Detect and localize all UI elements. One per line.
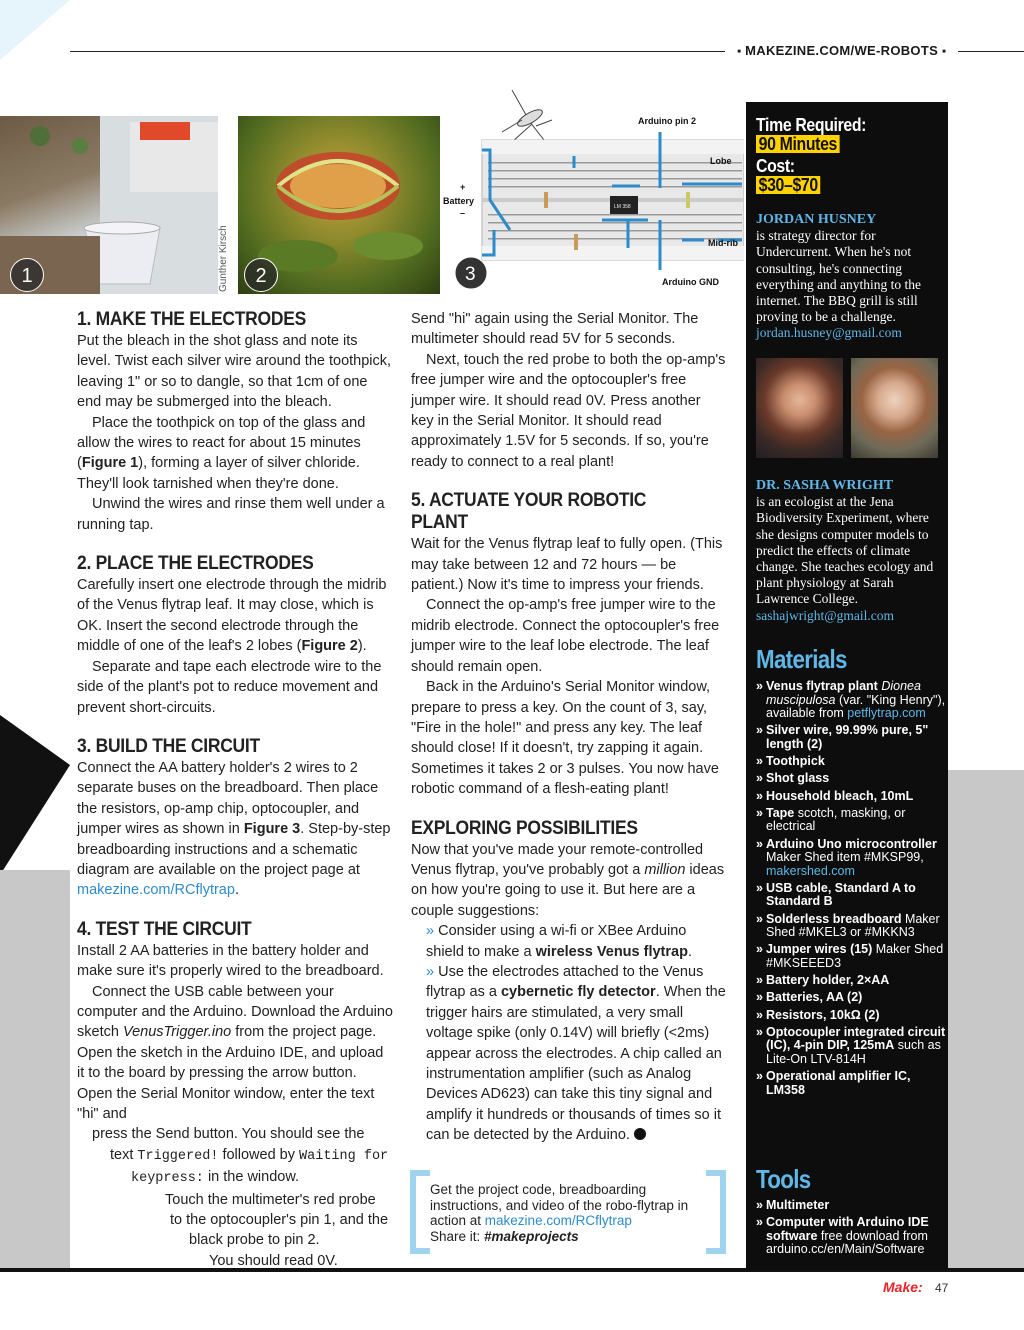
- paragraph: Unwind the wires and rinse them well under a running tap.: [77, 496, 385, 533]
- list-item: [756, 680, 946, 721]
- avatar-jordan: [756, 358, 843, 458]
- text-run: . Step-by-step breadboarding instructions and a schematic diagram are available on the project page at: [77, 821, 391, 878]
- section-exploring-possibilities: [411, 818, 727, 1146]
- left-triangle-decoration: [0, 715, 70, 875]
- project-callout: [410, 1170, 726, 1254]
- list-item: [756, 790, 946, 804]
- paragraph: [77, 413, 393, 495]
- section-heading-5: 5. ACTUATE YOUR ROBOTIC PLANT: [411, 490, 647, 534]
- section-place-electrodes: [77, 553, 393, 718]
- text-run: ), forming a layer of silver chloride. They'll look tarnished when they're done.: [77, 455, 360, 492]
- paragraph: [77, 575, 393, 657]
- author-jordan: [756, 212, 946, 342]
- author-email[interactable]: jordan.husney@gmail.com: [756, 325, 902, 341]
- item-link[interactable]: petflytrap.com: [847, 706, 926, 721]
- code-text: Waiting for: [299, 1148, 389, 1164]
- emphasis-bold: wireless Venus flytrap: [535, 943, 688, 960]
- page-number: 47: [935, 1281, 949, 1295]
- item-text: Jumper wires (15): [766, 942, 873, 957]
- paragraph: [77, 982, 393, 1125]
- paragraph: Install 2 AA batteries in the battery holder and make sure it's properly wired to the breadboard.: [77, 942, 384, 980]
- paragraph-line: black probe to pin 2.: [189, 1232, 320, 1249]
- text-run: Connect the USB cable between your computer and the Arduino. Download the Arduino sketch: [77, 983, 393, 1041]
- item-text: such as Lite-On LTV-814H: [766, 1038, 941, 1066]
- section-test-continued: [411, 309, 727, 472]
- paragraph-line: to the optocoupler's pin 1, and the: [170, 1212, 389, 1229]
- chevron-bullet-icon: »: [426, 963, 435, 980]
- label-arduino-pin: Arduino pin 2: [638, 116, 696, 126]
- time-value: 90 Minutes: [756, 135, 840, 153]
- author-email[interactable]: sashajwright@gmail.com: [756, 607, 895, 623]
- item-link[interactable]: makershed.com: [766, 863, 855, 878]
- hashtag[interactable]: #makeprojects: [484, 1228, 579, 1244]
- time-label: Time Required:: [756, 115, 867, 135]
- list-item: [756, 1026, 946, 1067]
- project-link[interactable]: makezine.com/RCflytrap: [77, 882, 235, 899]
- item-text: Battery holder, 2×AA: [766, 973, 890, 988]
- list-item: [756, 1009, 946, 1023]
- section-heading-exploring: EXPLORING POSSIBILITIES: [411, 817, 638, 839]
- sidebar: [746, 102, 948, 1270]
- corner-decoration: [0, 0, 70, 60]
- figure-2-photo: [238, 116, 440, 294]
- item-text: Multimeter: [766, 1198, 830, 1212]
- paragraph-line: press the Send button. You should see the: [92, 1126, 365, 1143]
- list-item: [756, 1070, 946, 1097]
- list-item: [756, 724, 946, 751]
- breadboard-svg: [442, 80, 744, 294]
- author-name: JORDAN HUSNEY: [756, 212, 877, 227]
- list-item: [756, 838, 946, 879]
- section-test-circuit: [77, 919, 393, 1272]
- item-text: Household bleach, 10mL: [766, 788, 914, 803]
- item-text: scotch, masking, or electrical: [766, 805, 906, 834]
- text-run: Place the toothpick on top of the glass and allow the wires to react for about 15 minutes (: [77, 414, 366, 472]
- figure-ref: Figure 3: [243, 821, 301, 838]
- item-text: Shot glass: [766, 771, 830, 786]
- item-text: USB cable, Standard A to Standard B: [766, 880, 916, 909]
- label-minus: –: [460, 208, 466, 218]
- paragraph: Separate and tape each electrode wire to the side of the plant's pot to reduce movement and prevent short-circuits.: [77, 658, 382, 716]
- callout-bracket-left: [410, 1170, 430, 1254]
- paragraph: Next, touch the red probe to both the op-amp's free jumper wire and the optocoupler's free jumper wire. It should read 0V. Press another key in the Serial Monitor. It should read approximately 1.5V for 5 seconds. If so, you're ready to connect to a real plant!: [411, 351, 726, 470]
- code-text: keypress:: [131, 1171, 204, 1187]
- figure-3-badge: 3: [465, 264, 476, 285]
- item-text: free download from arduino.cc/en/Main/Software: [766, 1228, 928, 1257]
- tools-heading: Tools: [756, 1164, 811, 1194]
- list-item: [756, 991, 946, 1005]
- list-item: [756, 1216, 946, 1257]
- paragraph: Connect the op-amp's free jumper wire to the midrib electrode. Connect the optocoupler's free jumper wire to the leaf lobe electrode. The leaf should remain open.: [411, 597, 720, 675]
- paragraph: [77, 758, 393, 901]
- list-item: [756, 807, 946, 834]
- section-heading-4: 4. TEST THE CIRCUIT: [77, 918, 252, 940]
- figure-1-photo: [0, 116, 218, 294]
- section-heading-3: 3. BUILD THE CIRCUIT: [77, 735, 260, 757]
- paragraph: Wait for the Venus flytrap leaf to fully open. (This may take between 12 and 72 hours — be patient.) Now it's time to impress your friends.: [411, 536, 723, 594]
- section-build-circuit: [77, 736, 393, 901]
- item-text: Maker Shed item #MKSP99,: [766, 850, 924, 865]
- header-url[interactable]: ■ MAKEZINE.COM/WE-ROBOTS ■: [725, 43, 958, 58]
- item-text: Dionea muscipulosa: [766, 679, 921, 707]
- callout-link[interactable]: makezine.com/RCflytrap: [484, 1213, 632, 1228]
- cost-value: $30–$70: [756, 176, 820, 194]
- label-lobe: Lobe: [710, 156, 732, 166]
- text-run: followed by: [218, 1146, 300, 1163]
- item-text: Toothpick: [766, 754, 825, 769]
- bullet-wireless: [411, 921, 727, 962]
- list-item: [756, 755, 946, 769]
- figure-2-badge: 2: [244, 258, 278, 292]
- text-run: Carefully insert one electrode through the midrib of the Venus flytrap leaf. It may close, which is OK. Insert the second electrode through the middle of one of the leaf's 2 lobes (: [77, 577, 387, 655]
- text-run: Now that you've made your remote-controlled Venus flytrap, you've probably got a: [411, 841, 704, 878]
- paragraph: Back in the Arduino's Serial Monitor window, prepare to press a key. On the count of 3, say, "Fire in the hole!" and press any key. The leaf should close! If it doesn't, try zapping it again. Sometimes it takes 2 or 3 pulses. You now have robotic command of a flesh-eating plant!: [411, 679, 719, 798]
- text-run: .: [234, 882, 239, 899]
- chevron-bullet-icon: »: [426, 923, 435, 940]
- article-column-left: [77, 309, 393, 1289]
- label-plus: +: [460, 182, 466, 192]
- text-run: .: [687, 943, 692, 960]
- label-gnd: Arduino GND: [662, 277, 719, 287]
- paragraph-line: Touch the multimeter's red probe: [165, 1191, 376, 1208]
- list-item: [756, 974, 946, 988]
- bullet-fly-detector: [411, 962, 727, 1146]
- author-name: DR. SASHA WRIGHT: [756, 478, 894, 493]
- share-label: Share it:: [430, 1228, 485, 1244]
- item-text: Resistors, 10kΩ (2): [766, 1007, 880, 1022]
- cost-label: Cost:: [756, 156, 795, 176]
- author-bio: is an ecologist at the Jena Biodiversity Experiment, where she designs computer models to predict the effects of climate change. She teaches ecology and plant physiology at Sarah Lawrence College.: [756, 494, 934, 607]
- text-run: ).: [357, 638, 367, 655]
- emphasis-bold: cybernetic fly detector: [500, 984, 656, 1001]
- tools-list: [756, 1199, 946, 1261]
- figure-ref: Figure 1: [81, 455, 139, 472]
- sketch-filename: VenusTrigger.ino: [122, 1024, 232, 1041]
- text-run: ideas on how you're going to use it. But here are a couple suggestions:: [411, 861, 725, 919]
- text-run: Use the electrodes attached to the Venus flytrap as a: [426, 963, 704, 1001]
- item-text: Operational amplifier IC, LM358: [766, 1069, 911, 1097]
- list-item: [756, 772, 946, 786]
- list-item: [756, 913, 946, 940]
- paragraph-line: [77, 1145, 393, 1167]
- time-cost-block: [756, 116, 881, 196]
- item-text: Silver wire, 99.99% pure, 5" length (2): [766, 723, 929, 751]
- section-heading-2: 2. PLACE THE ELECTRODES: [77, 553, 314, 575]
- figure-ref: Figure 2: [301, 638, 358, 655]
- item-text: Venus flytrap plant: [766, 679, 882, 693]
- mosquito-icon: [502, 90, 552, 142]
- section-heading-1: 1. MAKE THE ELECTRODES: [77, 309, 306, 330]
- item-text: Maker Shed #MKSEEED3: [766, 942, 944, 971]
- callout-body: Get the project code, breadboarding instructions, and video of the robo-flytrap in action at: [430, 1182, 689, 1228]
- list-item: [756, 1199, 946, 1213]
- text-run: Connect the AA battery holder's 2 wires to 2 separate buses on the breadboard. Then place the resistors, op-amp chip, optocoupler, and jumper wires as shown in: [77, 759, 379, 838]
- materials-heading: Materials: [756, 644, 847, 674]
- paragraph-line: You should read 0V.: [209, 1252, 338, 1269]
- emphasis: million: [644, 861, 686, 878]
- label-battery: Battery: [443, 196, 475, 206]
- paragraph-line: [77, 1167, 393, 1189]
- list-item: [756, 882, 946, 909]
- item-text: Optocoupler integrated circuit (IC), 4-pin DIP, 125mA: [766, 1024, 946, 1053]
- item-text: Maker Shed #MKEL3 or #MKKN3: [766, 911, 940, 940]
- text-run: Consider using a wi-fi or XBee Arduino shield to make a: [426, 923, 687, 960]
- photo-credit: Gunther Kirsch: [218, 225, 229, 292]
- item-text: Arduino Uno microcontroller: [766, 836, 937, 851]
- item-text: Batteries, AA (2): [766, 990, 863, 1005]
- label-midrib: Mid-rib: [708, 238, 738, 248]
- item-text: Tape: [766, 805, 795, 820]
- callout-text: [430, 1182, 710, 1244]
- paragraph: Put the bleach in the shot glass and note its level. Twist each silver wire around the toothpick, leaving 1" or so to dangle, so that 1cm of one end may be submerged into the bleach.: [77, 333, 392, 411]
- text-run: from the project page. Open the sketch in the Arduino IDE, and upload it to the board by pressing the arrow button. Open the Serial Monitor window, enter the text "hi" and: [77, 1024, 384, 1122]
- article-column-middle: [411, 309, 727, 1164]
- paragraph: [411, 840, 727, 922]
- gray-panel-left: [0, 870, 70, 1270]
- paragraph: Send "hi" again using the Serial Monitor. The multimeter should read 5V for 5 seconds.: [411, 311, 699, 348]
- avatar-sasha: [851, 358, 938, 458]
- code-text: Triggered!: [137, 1148, 219, 1164]
- section-make-electrodes: [77, 309, 393, 535]
- end-mark-icon: [634, 1128, 646, 1140]
- make-logo: Make:: [883, 1279, 923, 1295]
- gray-panel-right: [944, 770, 1024, 1270]
- list-item: [756, 943, 946, 970]
- text-run: text: [110, 1146, 138, 1163]
- author-sasha: [756, 478, 946, 624]
- author-bio: is strategy director for Undercurrent. When he's not consulting, he's connecting everything and anything to the internet. The BBQ grill is still proving to be a challenge.: [756, 228, 921, 325]
- text-run: . When the trigger hairs are stimulated, a very small voltage spike (only 0.14V) will briefly (<2ms) appear across the electrodes. A chip called an instrumentation amplifier (such as Analog Devices AD623) can take this tiny signal and amplify it hundreds or thousands of times so it can be detected by the Arduino.: [426, 984, 726, 1144]
- figure-3-breadboard-diagram: [442, 80, 744, 294]
- section-actuate-plant: [411, 490, 727, 799]
- materials-list: [756, 680, 946, 1101]
- text-run: in the window.: [203, 1169, 300, 1186]
- item-text: Solderless breadboard: [766, 911, 902, 926]
- figure-1-badge: 1: [10, 258, 44, 292]
- item-text: (var. "King Henry"), available from: [766, 692, 946, 721]
- item-text: Computer with Arduino IDE software: [766, 1215, 929, 1243]
- label-chip: LM 358: [614, 204, 631, 210]
